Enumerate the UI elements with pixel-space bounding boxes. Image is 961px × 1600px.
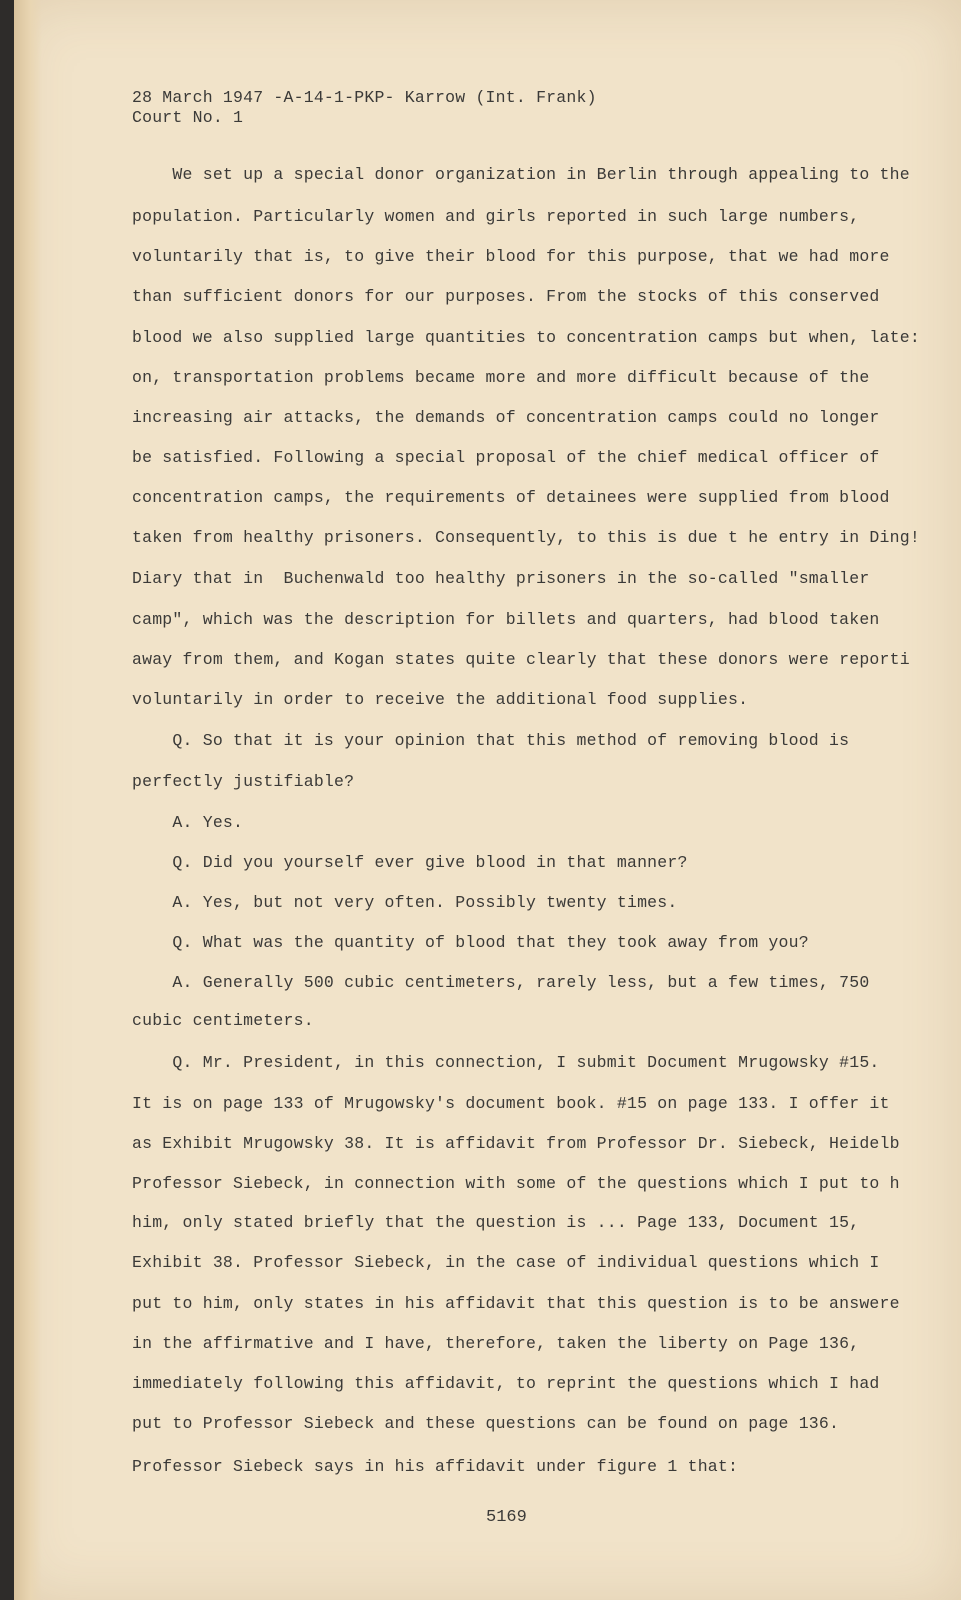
transcript-line: immediately following this affidavit, to reprint the questions which I had <box>132 1374 880 1393</box>
transcript-line: on, transportation problems became more and more difficult because of the <box>132 368 870 387</box>
transcript-line: Diary that in Buchenwald too healthy prisoners in the so-called "smaller <box>132 569 870 588</box>
torn-paper-edge <box>14 0 42 1600</box>
transcript-line: him, only stated briefly that the question is ... Page 133, Document 15, <box>132 1213 860 1232</box>
transcript-line: as Exhibit Mrugowsky 38. It is affidavit from Professor Dr. Siebeck, Heidelb <box>132 1134 900 1153</box>
transcript-line: perfectly justifiable? <box>132 772 355 791</box>
header-court-line: Court No. 1 <box>132 108 244 127</box>
transcript-line: Q. So that it is your opinion that this method of removing blood is <box>132 731 850 750</box>
transcript-line: concentration camps, the requirements of detainees were supplied from blood <box>132 488 890 507</box>
transcript-line: Professor Siebeck, in connection with some of the questions which I put to h <box>132 1174 900 1193</box>
transcript-line: camp", which was the description for billets and quarters, had blood taken <box>132 610 880 629</box>
transcript-line: increasing air attacks, the demands of concentration camps could no longer <box>132 408 880 427</box>
transcript-line: It is on page 133 of Mrugowsky's document book. #15 on page 133. I offer it <box>132 1094 890 1113</box>
transcript-line: population. Particularly women and girls reported in such large numbers, <box>132 207 860 226</box>
transcript-line: We set up a special donor organization in Berlin through appealing to the <box>132 165 910 184</box>
transcript-line: Exhibit 38. Professor Siebeck, in the case of individual questions which I <box>132 1253 880 1272</box>
transcript-line: Professor Siebeck says in his affidavit under figure 1 that: <box>132 1457 739 1476</box>
transcript-line: A. Yes, but not very often. Possibly twenty times. <box>132 893 678 912</box>
transcript-line: blood we also supplied large quantities to concentration camps but when, late: <box>132 328 920 347</box>
transcript-line: put to Professor Siebeck and these questions can be found on page 136. <box>132 1414 840 1433</box>
transcript-line: voluntarily that is, to give their blood for this purpose, that we had more <box>132 247 890 266</box>
transcript-line: Q. Did you yourself ever give blood in that manner? <box>132 853 688 872</box>
transcript-line: than sufficient donors for our purposes. From the stocks of this conserved <box>132 287 880 306</box>
transcript-line: put to him, only states in his affidavit that this question is to be answere <box>132 1294 900 1313</box>
transcript-line: Q. What was the quantity of blood that they took away from you? <box>132 933 809 952</box>
transcript-line: taken from healthy prisoners. Consequently, to this is due t he entry in Ding! <box>132 528 920 547</box>
transcript-line: be satisfied. Following a special proposal of the chief medical officer of <box>132 448 880 467</box>
transcript-line: away from them, and Kogan states quite clearly that these donors were reporti <box>132 650 910 669</box>
header-date-case-line: 28 March 1947 -A-14-1-PKP- Karrow (Int. Frank) <box>132 88 597 107</box>
transcript-line: cubic centimeters. <box>132 1011 314 1030</box>
document-page <box>14 0 961 1600</box>
transcript-line: A. Generally 500 cubic centimeters, rarely less, but a few times, 750 <box>132 973 870 992</box>
transcript-line: Q. Mr. President, in this connection, I submit Document Mrugowsky #15. <box>132 1053 880 1072</box>
transcript-line: in the affirmative and I have, therefore, taken the liberty on Page 136, <box>132 1334 860 1353</box>
page-number: 5169 <box>486 1508 527 1527</box>
transcript-line: A. Yes. <box>132 813 244 832</box>
transcript-line: voluntarily in order to receive the additional food supplies. <box>132 690 749 709</box>
